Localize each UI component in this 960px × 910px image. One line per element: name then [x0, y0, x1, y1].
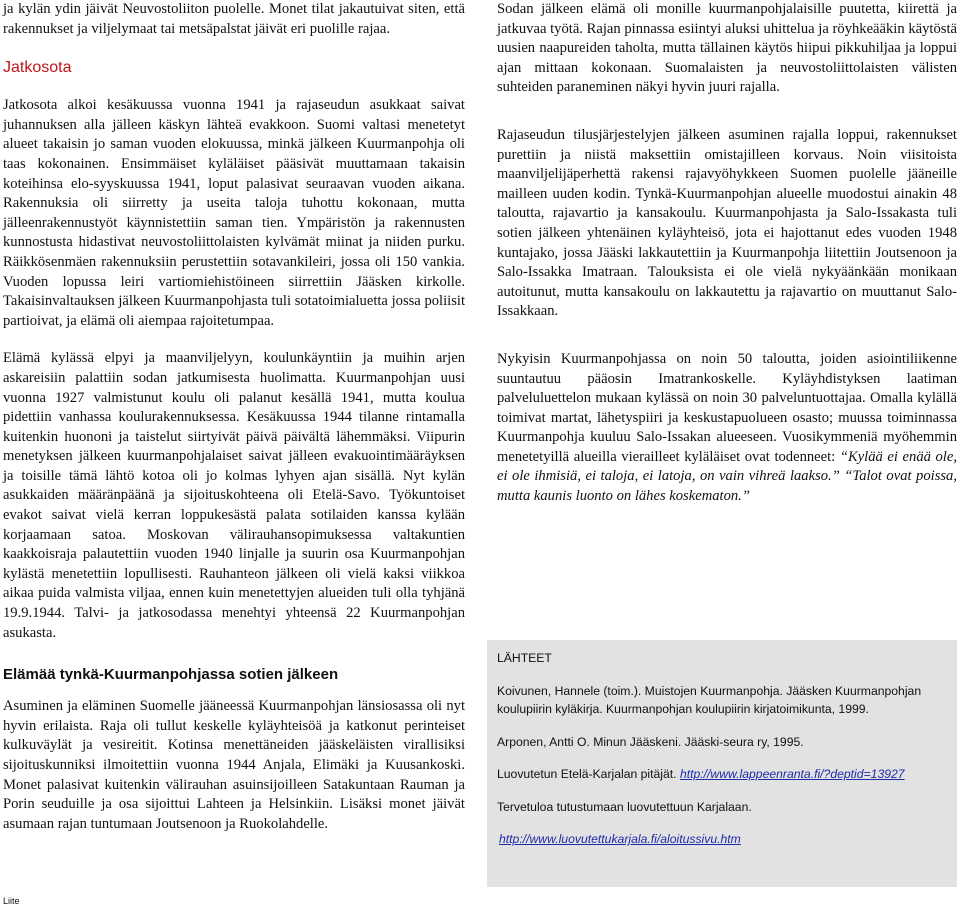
source-item: [497, 798, 947, 817]
source-item: [497, 682, 947, 719]
source-text: Arponen, Antti O. Minun Jääskeni. Jääski-seura ry, 1995.: [497, 734, 804, 749]
sources-box: [487, 640, 957, 887]
section-heading-postwar: Elämää tynkä-Kuurmanpohjassa sotien jälkeen: [3, 666, 339, 684]
source-link[interactable]: http://www.lappeenranta.fi/?deptid=13927: [679, 767, 905, 781]
intro-paragraph: ja kylän ydin jäivät Neuvostoliiton puolelle. Monet tilat jakautuivat siten, että rakennukset ja viljelymaat tai metsäpalstat jäivät eri puolille rajaa.: [3, 1, 465, 37]
source-item: [497, 733, 947, 752]
quote-intro: Nykyisin Kuurmanpohjassa on noin 50 taloutta, joiden asiointiliikenne suuntautuu pääosin Imatrankoskelle. Kyläyhdistyksen laatiman palveluluettelon mukaan kylässä on noin 30 palveluntuottajaa. Omalla kylällä toimivat martat, lähetyspiiri ja keskustapuolueen osasto; muussa toiminnassa Kuurmanpohja kuuluu Salo-Issakan alueeseen. Vuosikymmeniä myöhemmin menetetyillä alueilla vierailleet kyläläiset ovat todenneet:: [497, 350, 957, 465]
source-link[interactable]: http://www.luovutettukarjala.fi/aloitussivu.htm: [499, 832, 741, 846]
village-quote: “Kylää ei enää ole, ei ole ihmisiä, ei taloja, ei latoja, on vain vihreä laakso.” “Talot ovat poissa, mutta kaunis luonto on lähes koskematon.”: [497, 448, 957, 505]
body-paragraph: Rajaseudun tilusjärjestelyjen jälkeen asuminen rajalla loppui, rakennukset purettiin ja niistä maksettiin omistajilleen korvaus. Noin viisitoista maanviljelijäperhettä rakensi rajavyöhykkeen Suomen puolelle jääneille mailleen uuden kodin. Tynkä-Kuurmanpohjan alueelle muodostui ainakin 48 taloutta, rajavartio ja kansakoulu. Kuurmanpohjasta ja Salo-Issakasta tuli sotien jälkeen yhtenäinen kyläyhteisö, jota ei hajottanut edes vuoden 1948 kuntajako, jossa Jääski lakkautettiin ja Kuurmanpohja liitettiin Joutsenoon ja Salo-Issakka Imatraan. Talouksista ei ole vielä nykyäänkään monikaan autoitunut, mutta kansakoulu on lakkautettu ja rajavartio on muuttanut Salo-Issakkaan.: [497, 126, 957, 320]
body-paragraph: [497, 350, 957, 507]
sources-title: LÄHTEET: [497, 651, 552, 665]
left-column: [3, 0, 465, 834]
body-paragraph: Sodan jälkeen elämä oli monille kuurmanpohjalaisille puutetta, kiirettä ja jatkuvaa työtä. Rajan pinnassa esiintyi aluksi uhittelua ja röyhkeääkin käytöstä uusien naapureiden taholta, mutta tällainen käytös hiipui pikkuhiljaa ja loppui ajan mittaan kokonaan. Suomalaisten ja neuvostoliittolaisten välisten suhteiden paraneminen näkyi hyvin juuri rajalla.: [497, 1, 957, 96]
body-paragraph: Jatkosota alkoi kesäkuussa vuonna 1941 ja rajaseudun asukkaat saivat juhannuksen alla jälleen käskyn lähteä evakkoon. Suomi valtasi menetetyt alueet takaisin jo saman vuoden elokuussa, minkä jälkeen Kuurmanpohja oli taas kokonainen. Ensimmäiset kyläläiset pääsivät muuttamaan takaisin koteihinsa elo-syyskuussa 1941, loput palasivat seuraavan vuoden aikana. Rakennuksia oli siirretty ja useita taloja tuhottu kokonaan, mutta jälleenrakennustyöt käynnistettiin saman tien. Ympäristön ja rakennusten kunnostusta hidastivat neuvostoliittolaisten kylvämät miinat ja niiden purku. Räikkösenmäen rakennuksiin perustettiin sotavankileiri, jossa oli 150 vankia. Vuoden lopussa leiri vartiomiehistöineen siirrettiin Jääsken kirkolle. Takaisinvaltauksen jälkeen Kuurmanpohjasta tuli sotatoimialuetta jossa poliisit partioivat, ja elämä oli aiempaa rajoitetumpaa.: [3, 97, 465, 329]
footer-label: Liite: [3, 896, 20, 906]
source-text: Luovutetun Etelä-Karjalan pitäjät.: [497, 767, 680, 781]
section-heading-jatkosota: Jatkosota: [3, 59, 72, 77]
right-column: [497, 0, 957, 507]
source-text: Tervetuloa tutustumaan luovutettuun Karjalaan.: [497, 799, 752, 814]
source-text: Koivunen, Hannele (toim.). Muistojen Kuurmanpohja. Jääsken Kuurmanpohjan koulupiirin kyläkirja. Kuurmanpohjan koulupiirin kirjatoimikunta, 1999.: [497, 683, 922, 716]
body-paragraph: Asuminen ja eläminen Suomelle jääneessä Kuurmanpohjan länsiosassa oli nyt hyvin erilaista. Raja oli tullut keskelle kyläyhteisöä ja katkonut perinteiset kulkuväylät ja vesireitit. Kotinsa menettäneiden jääskeläisten virallisiksi sijoituskunniksi ilmoitettiin vuonna 1944 Anjala, Elimäki ja Kuusankoski. Monet palasivat kuitenkin välirauhan asuinsijoilleen Satakuntaan Rauman ja Porin seuduille ja osa sijoittui Lahteen ja Helsinkiin. Lisäksi monet jäivät asumaan rajan tuntumaan Joutsenoon ja Ruokolahdelle.: [3, 698, 465, 832]
body-paragraph: Elämä kylässä elpyi ja maanviljelyyn, koulunkäyntiin ja muihin arjen askareisiin palattiin sodan jatkumisesta huolimatta. Kuurmanpohjan uusi vuonna 1927 valmistunut koulu oli palanut kesällä 1941, mutta koulua pidettiin vanhassa koulurakennuksessa. Kesäkuussa 1944 tilanne rintamalla kuitenkin huononi ja taistelut siirtyivät päivä päivältä lähemmäksi. Viipurin menetyksen jälkeen kuurmanpohjalaiset saivat jälleen evakuointimääräyksen ja toisille tämä lähtö kotoa oli jo kolmas lyhyen ajan sisällä. Nyt kylän asukkaiden määränpäänä ja sijoituskohteena oli Etelä-Savo. Työkuntoiset evakot saivat vielä kerran loppukesästä palata sotilaiden kanssa kylään korjaamaan satoa. Moskovan välirauhansopimuksessa valtakuntien kaakkoisraja palautettiin vuoden 1940 linjalle ja suurin osa Kuurmanpohjan kylästä menetettiin lopullisesti. Rauhanteon jälkeen oli vielä kaksi viikkoa aikaa puida valmista viljaa, ennen kuin menetettyjen alueiden tuli olla tyhjänä 19.9.1944. Talvi- ja jatkosodassa menehtyi yhteensä 22 Kuurmanpohjan asukasta.: [3, 350, 465, 641]
source-item: [497, 765, 947, 784]
source-item: [497, 830, 947, 849]
